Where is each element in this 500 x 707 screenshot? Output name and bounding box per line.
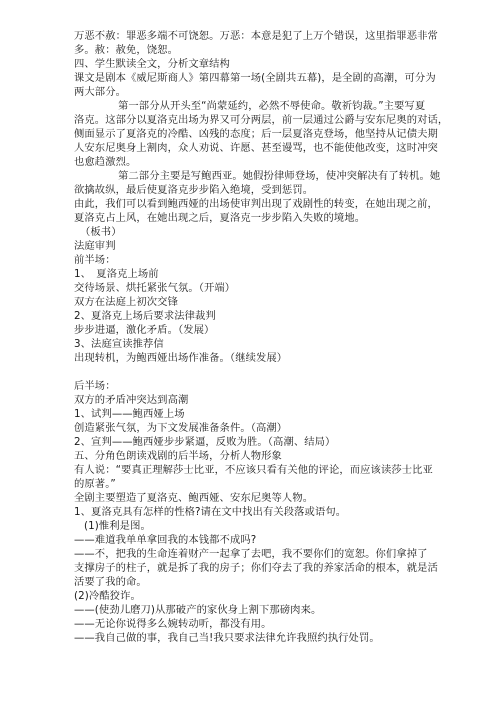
text-line: 交待场景、烘托紧张气氛。（开端）	[74, 282, 236, 294]
text-line: 两大部分。	[74, 86, 126, 98]
text-line: 课文是剧本《威尼斯商人》第四幕第一场(全剧共五幕)，是全剧的高潮，可分为	[74, 72, 436, 84]
text-line: 创造紧张气氛，为下文发展准备条件。（高潮）	[74, 422, 288, 434]
text-line: 万恶不赦：罪恶多端不可饶恕。万恶：本意是犯了上万个错误，这里指罪恶非常	[74, 30, 438, 42]
text-line: 法庭审判	[74, 240, 116, 252]
text-line: 全剧主要塑造了夏洛克、鲍西娅、安东尼奥等人物。	[74, 492, 314, 504]
text-line: 支撑房子的柱子，就是拆了我的房子；你们夺去了我的养家活命的根本，就是活	[74, 562, 438, 574]
text-line: 后半场：	[74, 380, 116, 392]
text-line: 双方在法庭上初次交锋	[74, 296, 178, 308]
text-line: 第一部分从开头至“尚蒙延约，必然不辱使命。敬祈钧裁。”主要写夏	[118, 100, 426, 112]
text-line: 多。赦：赦免，饶恕。	[74, 44, 178, 56]
text-line: 活要了我的命。	[74, 576, 147, 588]
text-line: 侧面显示了夏洛克的冷酷、凶残的态度；后一层夏洛克登场，他坚持从记债夫期	[74, 128, 438, 140]
text-line: ——无论你说得多么婉转动听，都没有用。	[74, 618, 272, 630]
text-line: 前半场：	[74, 254, 116, 266]
text-line: 1、 夏洛克上场前	[74, 268, 159, 280]
text-line: 洛克。这部分以夏洛克出场为界又可分两层，前一层通过公爵与安东尼奥的对话，	[74, 114, 449, 126]
text-line: (2)冷酷狡诈。	[74, 590, 141, 602]
text-line: 1、夏洛克具有怎样的性格?请在文中找出有关段落或语句。	[74, 506, 347, 518]
text-line: 2、夏洛克上场后要求法律裁判	[74, 310, 216, 322]
text-line: 由此，我们可以看到鲍西娅的出场使审判出现了戏剧性的转变，在她出现之前，	[74, 198, 438, 210]
text-line: 人安东尼奥身上割肉，众人劝说、许愿、甚至谩骂，也不能使他改变，这时冲突	[74, 142, 438, 154]
text-line: 3、法庭宣读推荐信	[74, 338, 164, 350]
text-line: (1)惟利是图。	[84, 520, 151, 532]
text-line: 欲擒故纵，最后使夏洛克步步陷入绝境，受到惩罚。	[74, 184, 314, 196]
text-line: ——(使劲儿磨刀)从那破产的家伙身上割下那磅肉来。	[74, 604, 322, 616]
text-line: ——不，把我的生命连着财产一起拿了去吧，我不要你们的宽恕。你们拿掉了	[74, 548, 428, 560]
text-line: 也愈趋激烈。	[74, 156, 137, 168]
text-line: 夏洛克占上风，在她出现之后，夏洛克一步步陷入失败的境地。	[74, 212, 366, 224]
text-line: 五、分角色朗读戏剧的后半场，分析人物形象	[74, 450, 282, 462]
text-line: 2、宣判——鲍西娅步步紧逼，反败为胜。（高潮、结局）	[74, 436, 336, 448]
text-line: 步步进逼，激化矛盾。（发展）	[74, 324, 215, 336]
text-line: 双方的矛盾冲突达到高潮	[74, 394, 189, 406]
text-line: 有人说：“要真正理解莎士比亚，不应该只看有关他的评论，而应该读莎士比亚	[74, 464, 433, 476]
text-line: 四、学生默读全文，分析文章结构	[74, 58, 230, 70]
text-line: ——难道我单单拿回我的本钱都不成吗?	[74, 534, 257, 546]
text-line: 1、试判——鲍西娅上场	[74, 408, 185, 420]
text-line: ——我自己做的事，我自己当!我只要求法律允许我照约执行处罚。	[74, 632, 380, 644]
text-line: 出现转机，为鲍西娅出场作准备。（继续发展）	[74, 352, 288, 364]
text-line: （板书）	[80, 226, 122, 238]
text-line: 第二部分主要是写鲍西亚。她假扮律师登场，使冲突解决有了转机。她	[118, 170, 441, 182]
text-line: 的原著。”	[74, 478, 116, 490]
